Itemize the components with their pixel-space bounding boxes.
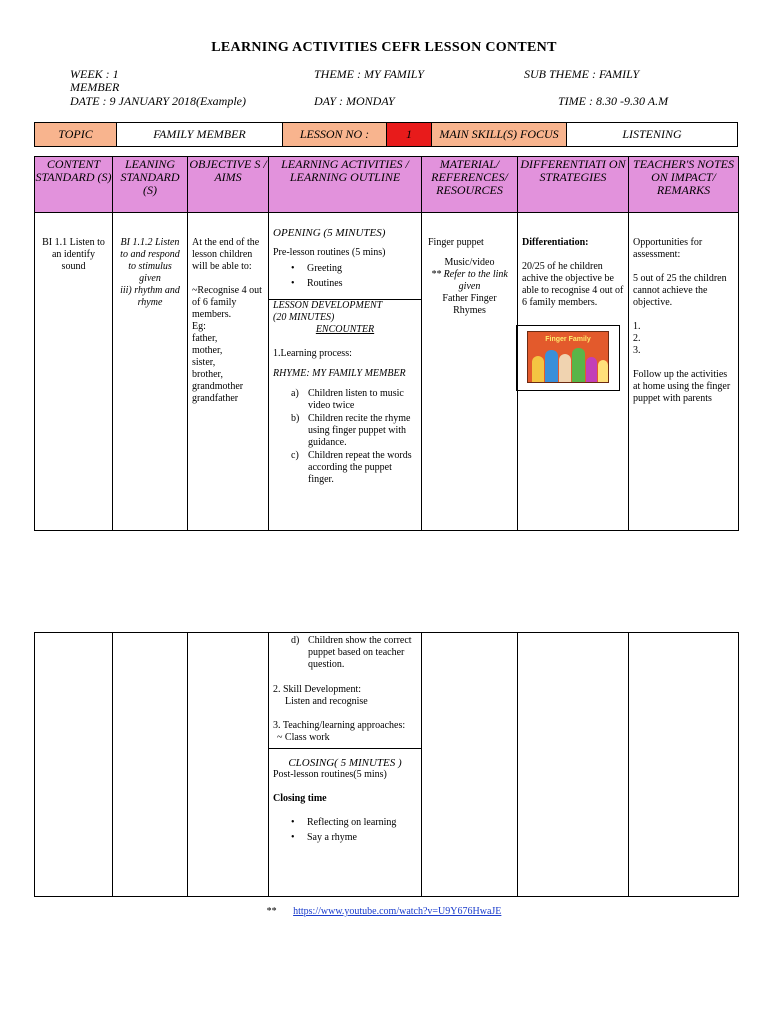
table-row (35, 213, 739, 531)
lesson-no-value: 1 (387, 123, 432, 147)
notes-assessment: Opportunities for assessment: (633, 237, 703, 260)
main-skill-value: LISTENING (567, 123, 738, 147)
learning-standard-text: BI 1.1.2 Listen to and respond to stimulus given (120, 237, 180, 284)
skill-development-label: 2. Skill Development: (273, 684, 362, 695)
activities-cell (269, 633, 422, 897)
header-differentiation: DIFFERENTIATI ON STRATEGIES (518, 157, 629, 213)
notes-list-item: 2. (633, 333, 641, 344)
objectives-member: brother, (192, 369, 223, 380)
header-objectives: OBJECTIVE S / AIMS (188, 157, 269, 213)
objectives-member: grandmother (192, 381, 244, 392)
member-label: MEMBER (70, 80, 120, 94)
objectives-cell (188, 213, 269, 531)
header-content-standard: CONTENT STANDARD (S) (35, 157, 113, 213)
closing-heading: CLOSING( 5 MINUTES ) (288, 757, 402, 769)
content-standard-cell: BI 1.1 Listen to an identify sound (35, 213, 113, 531)
header-learning-standard: LEANING STANDARD (S) (113, 157, 188, 213)
learning-process-label: 1.Learning process: (273, 348, 352, 359)
main-skill-label: MAIN SKILL(S) FOCUS (432, 123, 567, 147)
topic-table (34, 122, 738, 147)
reference-marker: ** (266, 906, 277, 917)
differentiation-cell (518, 213, 629, 531)
learning-standard-sub: iii) rhythm and rhyme (120, 285, 180, 308)
notes-cannot-achieve: 5 out of 25 the children cannot achieve the objective. (633, 273, 727, 308)
objectives-intro: At the end of the lesson children will be able to: (192, 237, 260, 272)
materials-cell (422, 213, 518, 531)
material-refer-link: ** Refer to the link given (431, 269, 508, 292)
list-item: a) Children listen to music video twice (291, 388, 404, 411)
learning-standard-cell (113, 633, 188, 897)
finger-family-image (527, 331, 609, 383)
lesson-no-label: LESSON NO : (283, 123, 387, 147)
header-row (35, 157, 739, 213)
materials-cell (422, 633, 518, 897)
approaches-detail: ~ Class work (277, 732, 330, 743)
opening-heading: OPENING (5 MINUTES) (273, 227, 386, 239)
lesson-plan-table (34, 156, 739, 531)
sub-theme-label: SUB THEME : FAMILY (524, 67, 640, 81)
material-music-video: Music/video (444, 257, 495, 268)
header-materials: MATERIAL/ REFERENCES/ RESOURCES (422, 157, 518, 213)
approaches-label: 3. Teaching/learning approaches: (273, 720, 406, 731)
list-item: • Say a rhyme (291, 832, 417, 844)
activity-steps (291, 388, 417, 486)
learning-standard-cell (113, 213, 188, 531)
objectives-cell (188, 633, 269, 897)
teachers-notes-cell (629, 633, 739, 897)
activities-cell (269, 213, 422, 531)
activity-steps (291, 635, 417, 671)
objectives-recognise: ~Recognise 4 out of 6 family members. (192, 285, 262, 320)
pre-lesson-list (291, 263, 417, 290)
teachers-notes-cell (629, 213, 739, 531)
differentiation-cell (518, 633, 629, 897)
reference-footer (0, 906, 768, 917)
image-caption: Finger Family (545, 336, 591, 343)
topic-label: TOPIC (35, 123, 117, 147)
lesson-development-heading: LESSON DEVELOPMENT (273, 300, 383, 311)
list-item: • Greeting (291, 263, 417, 275)
closing-time-label: Closing time (273, 793, 327, 804)
notes-list-item: 1. (633, 321, 641, 332)
skill-development-detail: Listen and recognise (285, 696, 368, 707)
date-label: DATE : 9 JANUARY 2018(Example) (70, 94, 246, 108)
finger-family-image-frame (516, 325, 620, 391)
header-learning-activities: LEARNING ACTIVITIES / LEARNING OUTLINE (269, 157, 422, 213)
list-item: • Reflecting on learning (291, 817, 417, 829)
differentiation-text: 20/25 of he children achive the objective be able to recognise 4 out of 6 family members. (522, 261, 624, 308)
objectives-member: grandfather (192, 393, 239, 404)
list-item: c) Children repeat the words according the puppet finger. (291, 450, 412, 485)
time-label: TIME : 8.30 -9.30 A.M (558, 94, 669, 108)
content-standard-cell (35, 633, 113, 897)
post-lesson-label: Post-lesson routines(5 mins) (273, 769, 387, 780)
page-title: LEARNING ACTIVITIES CEFR LESSON CONTENT (211, 40, 557, 55)
lesson-plan-table-continued (34, 632, 739, 897)
lesson-development-duration: (20 MINUTES) (273, 312, 335, 323)
table-row (35, 633, 739, 897)
material-rhymes: Father Finger Rhymes (442, 293, 497, 316)
list-item: d) Children show the correct puppet based on teacher question. (291, 635, 412, 670)
material-finger-puppet: Finger puppet (428, 237, 484, 248)
topic-value: FAMILY MEMBER (117, 123, 283, 147)
week-label: WEEK : 1 (70, 67, 119, 81)
differentiation-heading: Differentiation: (522, 237, 589, 248)
objectives-member: mother, (192, 345, 223, 356)
header-teachers-notes: TEACHER'S NOTES ON IMPACT/ REMARKS (629, 157, 739, 213)
pre-lesson-label: Pre-lesson routines (5 mins) (273, 247, 386, 258)
objectives-member: father, (192, 333, 218, 344)
list-item: • Routines (291, 278, 417, 290)
encounter-heading: ENCOUNTER (315, 324, 375, 335)
youtube-link[interactable]: https://www.youtube.com/watch?v=U9Y676HwaJE (293, 906, 502, 917)
closing-list (291, 817, 417, 844)
notes-follow-up: Follow up the activities at home using the finger puppet with parents (633, 369, 731, 404)
notes-list-item: 3. (633, 345, 641, 356)
objectives-member: sister, (192, 357, 216, 368)
rhyme-title: RHYME: MY FAMILY MEMBER (273, 368, 406, 379)
day-label: DAY : MONDAY (314, 94, 395, 108)
objectives-eg: Eg: (192, 321, 206, 332)
theme-label: THEME : MY FAMILY (314, 67, 424, 81)
list-item: b) Children recite the rhyme using finger puppet with guidance. (291, 413, 411, 448)
